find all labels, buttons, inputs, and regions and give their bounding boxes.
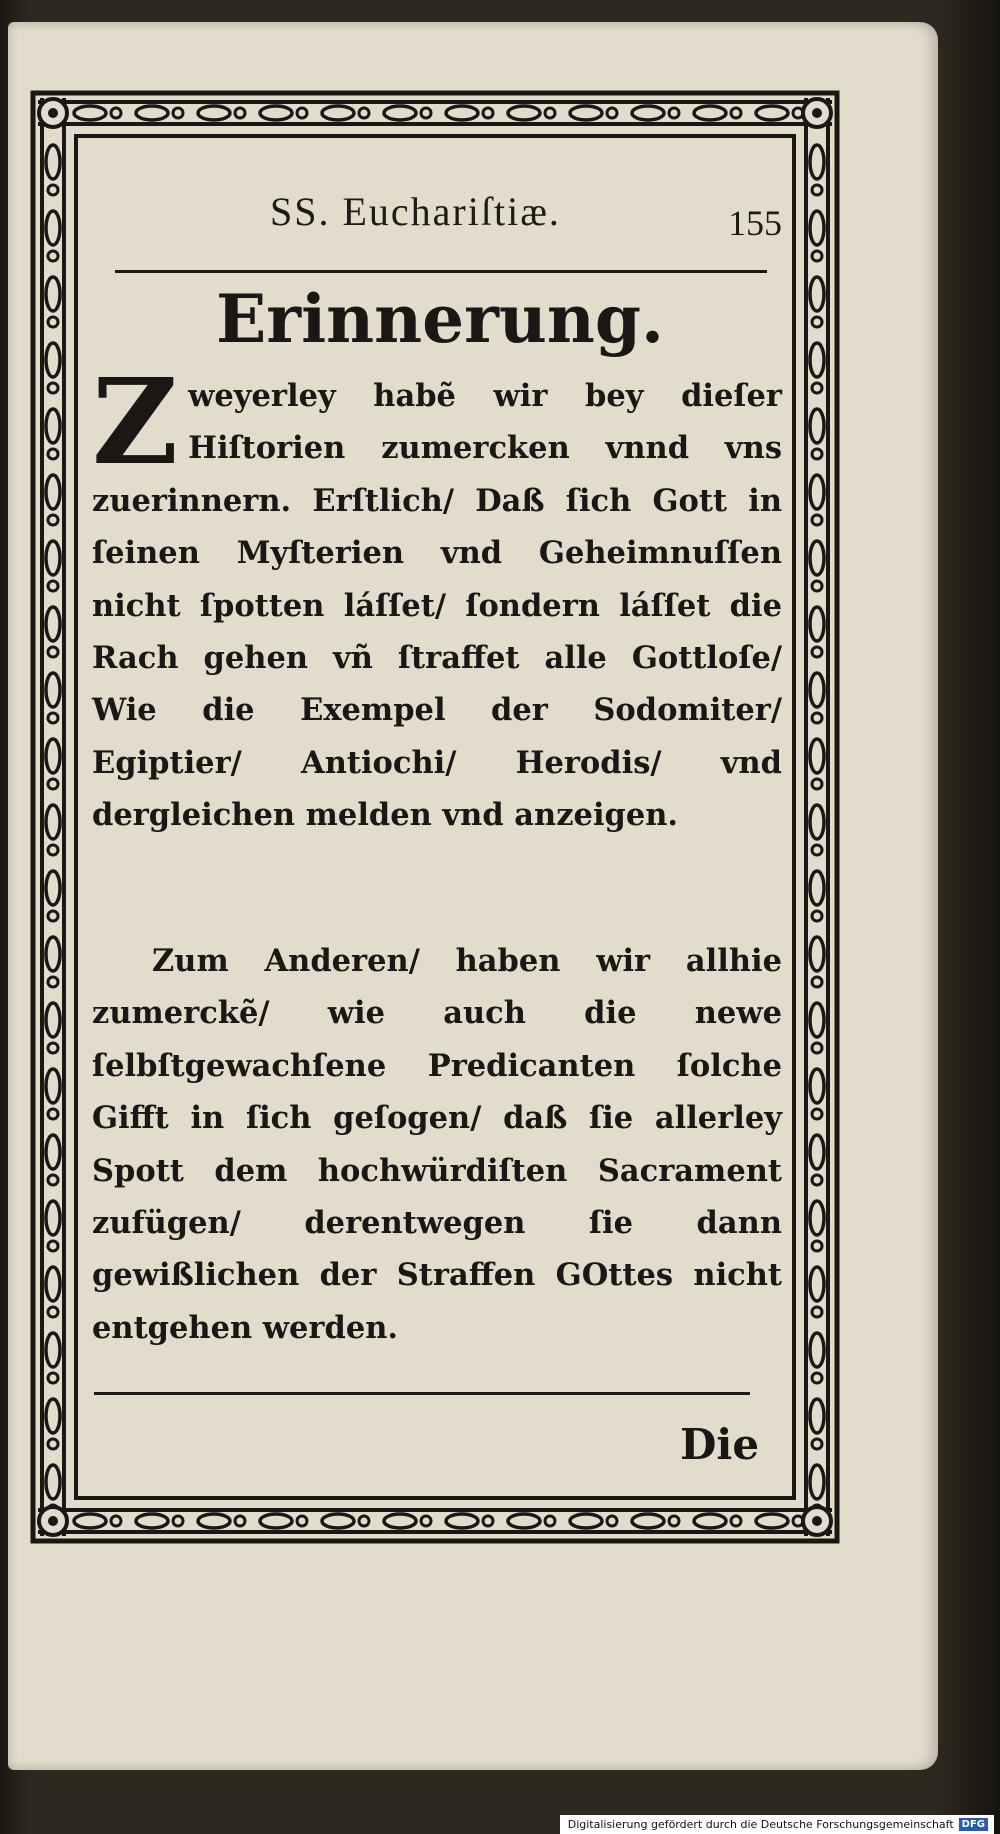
band-link — [810, 343, 824, 377]
footer-rule — [94, 1392, 750, 1395]
band-link — [46, 541, 60, 575]
band-link — [322, 1514, 354, 1528]
band-link — [46, 607, 60, 641]
band-link — [260, 106, 292, 120]
band-link — [136, 106, 168, 120]
band-link — [810, 1201, 824, 1235]
band-ring — [48, 449, 58, 459]
band-ring — [812, 1043, 822, 1053]
band-ring — [48, 1043, 58, 1053]
band-link — [810, 673, 824, 707]
band-link — [384, 106, 416, 120]
band-link — [810, 145, 824, 179]
band-link — [810, 937, 824, 971]
band-link — [810, 1333, 824, 1367]
band-link — [46, 1399, 60, 1433]
band-ring — [48, 581, 58, 591]
paragraph-1-text: weyerley habẽ wir bey dieſer Hiſtorien zumercken vnnd vns zuerinnern. Erſtlich/ Daß ſich Gott in ſeinen Myſterien vnd Geheimnuſſen nicht ſpotten láſſet/ ſondern láſſet die Rach gehen vñ ſtraffet alle Gottloſe/ Wie die Exempel der Sodomiter/ Egiptier/ Antiochi/ Herodis/ vnd dergleichen melden vnd anzeigen. — [92, 378, 782, 834]
band-link — [446, 106, 478, 120]
band-ring — [48, 1307, 58, 1317]
band-ring — [48, 1241, 58, 1251]
band-link — [756, 106, 788, 120]
paragraph-1 — [92, 352, 782, 842]
band-ring — [48, 977, 58, 987]
band-link — [694, 1514, 726, 1528]
band-ring — [48, 911, 58, 921]
band-ring — [812, 779, 822, 789]
band-ring — [812, 515, 822, 525]
section-heading: Erinnerung. — [216, 280, 664, 358]
paragraph-2: Zum Anderen/ haben wir allhie zumerckẽ/ wie auch die newe ſelbſtgewachſene Predicanten ſolche Gifft in ſich geſogen/ daß ſie allerley Spott dem hochwürdiſten Sacrament zufügen/ derentwegen ſie dann gewißlichen der Straffen GOttes nicht entgehen werden. — [92, 943, 782, 1346]
band-ring — [111, 1516, 121, 1526]
band-ring — [48, 251, 58, 261]
band-ring — [812, 845, 822, 855]
band-link — [632, 106, 664, 120]
band-link — [810, 211, 824, 245]
band-link — [46, 1201, 60, 1235]
band-ring — [48, 1175, 58, 1185]
band-link — [810, 1069, 824, 1103]
band-ring — [812, 977, 822, 987]
band-link — [260, 1514, 292, 1528]
band-link — [508, 1514, 540, 1528]
band-link — [810, 739, 824, 773]
credit-text: Digitalisierung gefördert durch die Deutsche Forschungsgemeinschaft — [567, 1818, 954, 1831]
band-ring — [48, 383, 58, 393]
band-link — [46, 739, 60, 773]
band-link — [46, 1267, 60, 1301]
band-ring — [812, 1439, 822, 1449]
band-ring — [812, 185, 822, 195]
band-ring — [48, 647, 58, 657]
band-ring — [421, 108, 431, 118]
band-link — [46, 409, 60, 443]
band-ring — [812, 1175, 822, 1185]
band-ring — [48, 779, 58, 789]
band-link — [46, 937, 60, 971]
corner-knot-center — [812, 1516, 822, 1526]
band-link — [810, 871, 824, 905]
band-link — [810, 805, 824, 839]
band-ring — [812, 581, 822, 591]
band-link — [46, 475, 60, 509]
band-link — [810, 409, 824, 443]
band-ring — [359, 108, 369, 118]
band-link — [384, 1514, 416, 1528]
band-ring — [812, 317, 822, 327]
band-link — [74, 106, 106, 120]
band-link — [810, 541, 824, 575]
catchword: Die — [680, 1420, 760, 1469]
band-ring — [297, 1516, 307, 1526]
band-link — [810, 1399, 824, 1433]
band-ring — [545, 1516, 555, 1526]
running-head: SS. Euchariſtiæ. — [270, 189, 561, 234]
band-link — [46, 1333, 60, 1367]
band-link — [570, 1514, 602, 1528]
band-ring — [812, 251, 822, 261]
band-link — [322, 106, 354, 120]
band-link — [198, 1514, 230, 1528]
band-ring — [545, 108, 555, 118]
band-ring — [235, 1516, 245, 1526]
band-ring — [483, 108, 493, 118]
band-ring — [48, 185, 58, 195]
band-ring — [812, 1373, 822, 1383]
band-link — [756, 1514, 788, 1528]
band-link — [74, 1514, 106, 1528]
band-ring — [173, 108, 183, 118]
band-ring — [812, 647, 822, 657]
band-link — [810, 1003, 824, 1037]
band-ring — [48, 845, 58, 855]
corner-knot-center — [812, 108, 822, 118]
band-link — [810, 607, 824, 641]
page-number: 155 — [728, 203, 782, 243]
band-ring — [669, 108, 679, 118]
band-link — [46, 673, 60, 707]
band-link — [570, 106, 602, 120]
band-ring — [48, 1373, 58, 1383]
band-link — [46, 805, 60, 839]
band-ring — [483, 1516, 493, 1526]
band-ring — [48, 713, 58, 723]
band-link — [810, 475, 824, 509]
band-link — [136, 1514, 168, 1528]
band-ring — [812, 449, 822, 459]
band-ring — [173, 1516, 183, 1526]
band-ring — [421, 1516, 431, 1526]
drop-cap-initial: Z — [92, 352, 179, 491]
band-ring — [731, 1516, 741, 1526]
band-link — [46, 1465, 60, 1499]
band-link — [46, 211, 60, 245]
band-ring — [731, 108, 741, 118]
band-ring — [359, 1516, 369, 1526]
band-ring — [607, 1516, 617, 1526]
band-ring — [812, 713, 822, 723]
dfg-logo: DFG — [959, 1818, 988, 1831]
corner-knot-center — [48, 108, 58, 118]
band-ring — [48, 317, 58, 327]
band-link — [694, 106, 726, 120]
band-ring — [812, 1241, 822, 1251]
band-link — [46, 343, 60, 377]
header-rule — [115, 270, 767, 273]
band-link — [810, 1465, 824, 1499]
band-ring — [812, 1109, 822, 1119]
band-link — [810, 1135, 824, 1169]
band-ring — [812, 911, 822, 921]
digitization-credit — [560, 1815, 994, 1834]
band-ring — [111, 108, 121, 118]
band-ring — [235, 108, 245, 118]
band-ring — [48, 1109, 58, 1119]
band-link — [46, 1069, 60, 1103]
band-ring — [48, 515, 58, 525]
band-ring — [669, 1516, 679, 1526]
band-link — [508, 106, 540, 120]
band-ring — [812, 383, 822, 393]
band-ring — [48, 1439, 58, 1449]
band-ring — [607, 108, 617, 118]
band-link — [810, 1267, 824, 1301]
band-link — [46, 145, 60, 179]
band-link — [46, 871, 60, 905]
band-link — [46, 1003, 60, 1037]
corner-knot-center — [48, 1516, 58, 1526]
band-link — [46, 1135, 60, 1169]
band-link — [46, 277, 60, 311]
band-ring — [297, 108, 307, 118]
band-link — [632, 1514, 664, 1528]
band-link — [810, 277, 824, 311]
band-link — [446, 1514, 478, 1528]
band-ring — [812, 1307, 822, 1317]
band-link — [198, 106, 230, 120]
